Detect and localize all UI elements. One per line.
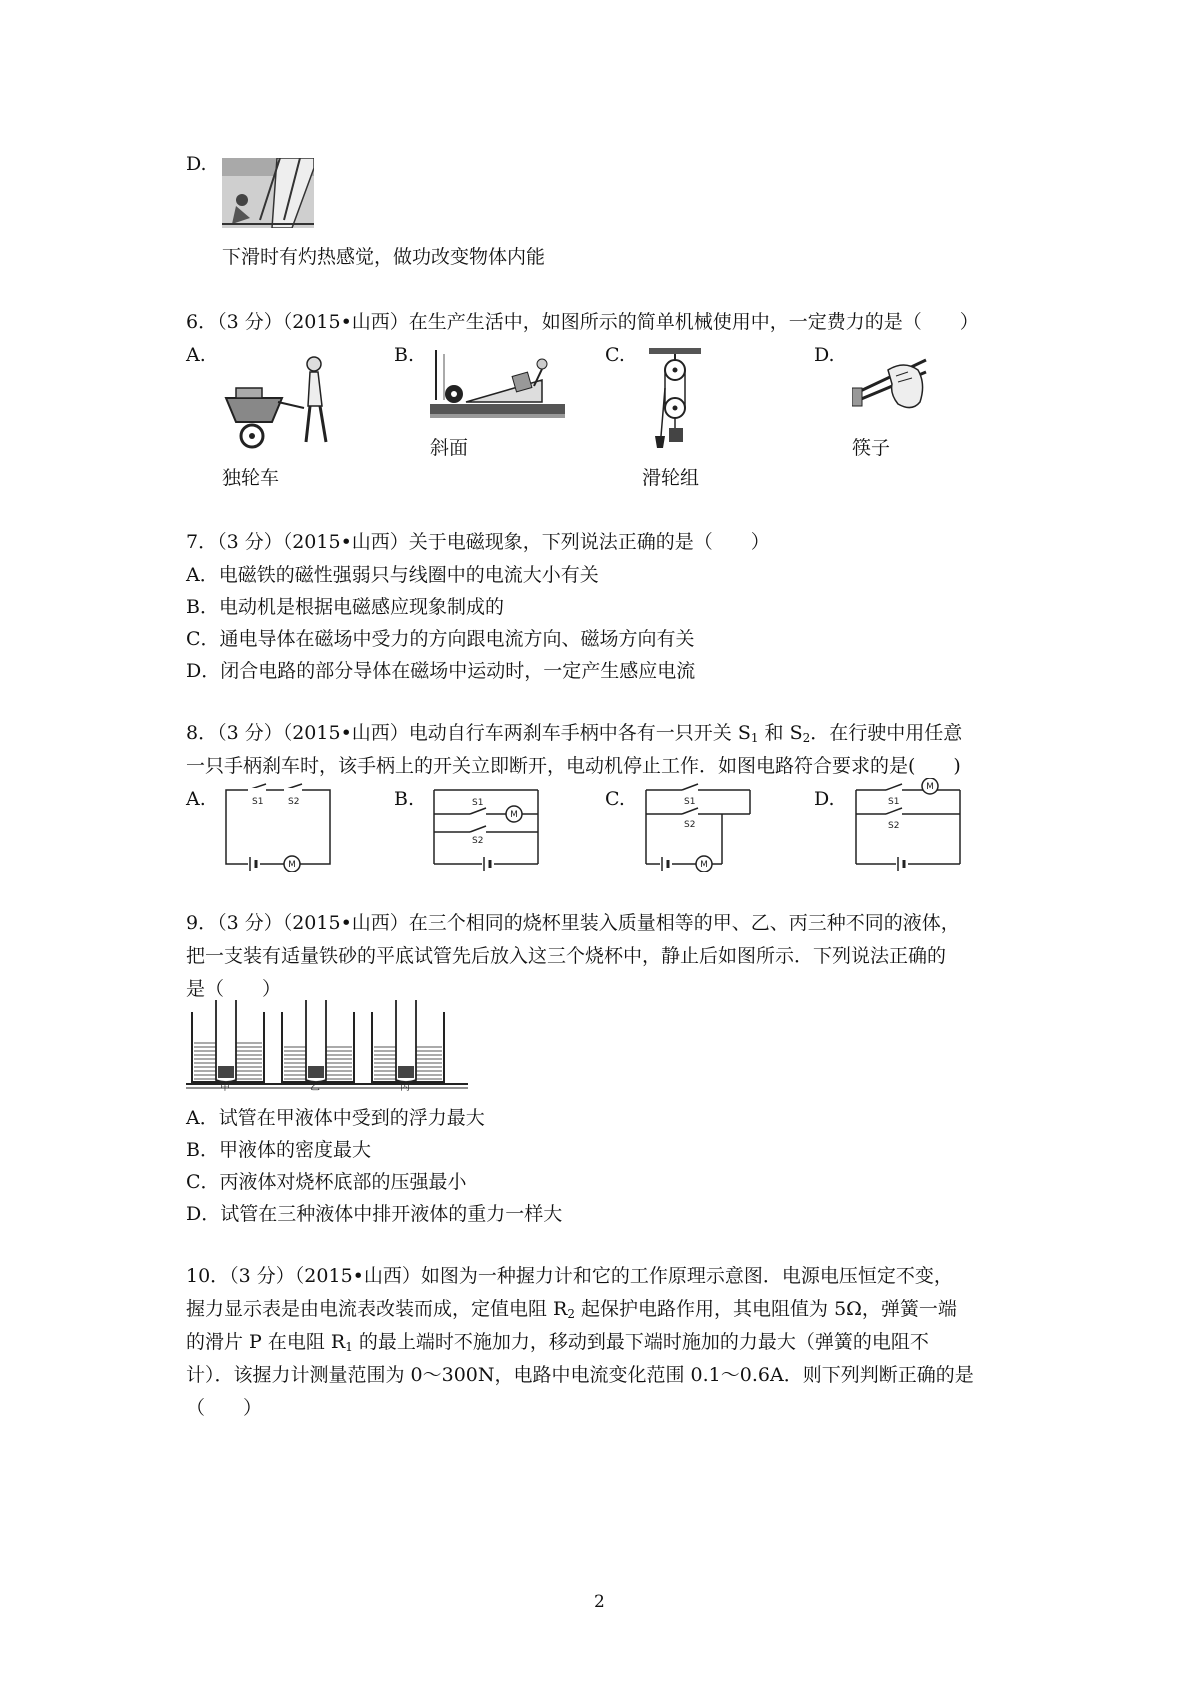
q9-option-c: C．丙液体对烧杯底部的压强最小 <box>186 1171 467 1193</box>
q10-stem-line5: （ ） <box>186 1397 263 1419</box>
q8-option-a-label: A. <box>186 788 206 810</box>
q6-option-b-label: B. <box>394 344 415 366</box>
incline-icon <box>430 350 565 420</box>
q9-stem-line2: 把一支装有适量铁砂的平底试管先后放入这三个烧杯中，静止后如图所示．下列说法正确的 <box>186 945 947 967</box>
beaker-label-yi: 乙 <box>310 1082 320 1092</box>
circuit-a-motor-label: M <box>288 860 296 870</box>
q9-option-a: A．试管在甲液体中受到的浮力最大 <box>186 1107 485 1129</box>
circuit-b-motor-label: M <box>510 810 518 820</box>
circuit-c-s2-label: S2 <box>684 820 696 830</box>
circuit-c-diagram <box>642 782 754 872</box>
circuit-b-s1-label: S1 <box>472 798 484 808</box>
pulley-icon <box>645 348 705 450</box>
q6-stem: 6．（3 分）（2015•山西）在生产生活中，如图所示的简单机械使用中，一定费力的是（ ） <box>186 311 979 333</box>
q6-option-a-label: A. <box>186 344 206 366</box>
circuit-b-s2-label: S2 <box>472 836 484 846</box>
beaker-label-bing: 丙 <box>400 1082 410 1092</box>
circuit-d-s1-label: S1 <box>888 797 900 807</box>
circuit-d-motor-label: M <box>926 782 934 792</box>
beaker-label-jia: 甲 <box>220 1082 230 1092</box>
q9-stem-line3: 是（ ） <box>186 978 282 1000</box>
q7-option-b: B．电动机是根据电磁感应现象制成的 <box>186 596 504 618</box>
q8-option-c-label: C. <box>605 788 625 810</box>
circuit-a-diagram <box>222 782 334 872</box>
q7-stem: 7．（3 分）（2015•山西）关于电磁现象，下列说法正确的是（ ） <box>186 531 770 553</box>
circuit-c-motor-label: M <box>700 860 708 870</box>
wheelbarrow-icon <box>222 350 334 450</box>
q9-option-b: B．甲液体的密度最大 <box>186 1139 371 1161</box>
circuit-d-diagram <box>852 778 964 872</box>
q5-option-d-label: D. <box>186 153 207 175</box>
page-number: 2 <box>594 1592 605 1612</box>
q8-option-d-label: D. <box>814 788 835 810</box>
q6-option-d-label: D. <box>814 344 835 366</box>
circuit-a-s2-label: S2 <box>288 797 300 807</box>
circuit-b-diagram <box>430 782 542 872</box>
circuit-d-s2-label: S2 <box>888 821 900 831</box>
q8-stem-line2: 一只手柄刹车时，该手柄上的开关立即断开，电动机停止工作．如图电路符合要求的是( ) <box>186 755 961 777</box>
chopsticks-icon <box>852 350 930 418</box>
q9-option-d: D．试管在三种液体中排开液体的重力一样大 <box>186 1203 563 1225</box>
q7-option-d: D．闭合电路的部分导体在磁场中运动时，一定产生感应电流 <box>186 660 696 682</box>
q5-option-d-caption: 下滑时有灼热感觉，做功改变物体内能 <box>222 246 546 268</box>
q7-option-a: A．电磁铁的磁性强弱只与线圈中的电流大小有关 <box>186 564 599 586</box>
q6-option-c-caption: 滑轮组 <box>642 467 700 489</box>
circuit-a-s1-label: S1 <box>252 797 264 807</box>
q6-option-c-label: C. <box>605 344 625 366</box>
q8-stem-line1: 8．（3 分）（2015•山西）电动自行车两刹车手柄中各有一只开关 $S_1$ 和 $S_2$．在行驶中用任意 <box>186 722 963 745</box>
q6-option-a-caption: 独轮车 <box>222 467 280 489</box>
q6-option-b-caption: 斜面 <box>430 437 469 459</box>
q10-stem-line4: 计）．该握力计测量范围为 0～300N，电路中电流变化范围 0.1～0.6A．则下列判断正确的是 <box>186 1364 974 1386</box>
q7-option-c: C．通电导体在磁场中受力的方向跟电流方向、磁场方向有关 <box>186 628 695 650</box>
q8-option-b-label: B. <box>394 788 415 810</box>
q6-option-d-caption: 筷子 <box>852 437 891 459</box>
q10-stem-line1: 10．（3 分）（2015•山西）如图为一种握力计和它的工作原理示意图．电源电压恒定不变， <box>186 1265 953 1287</box>
slide-image <box>222 158 314 228</box>
circuit-c-s1-label: S1 <box>684 797 696 807</box>
q10-stem-line2: 握力显示表是由电流表改装而成，定值电阻 $R_2$ 起保护电路作用，其电阻值为 5Ω，弹簧一端 <box>186 1298 957 1321</box>
beakers-diagram <box>186 1000 468 1092</box>
q10-stem-line3: 的滑片 P 在电阻 $R_1$ 的最上端时不施加力，移动到最下端时施加的力最大（弹簧的电阻不 <box>186 1331 929 1354</box>
q9-stem-line1: 9．（3 分）（2015•山西）在三个相同的烧杯里装入质量相等的甲、乙、丙三种不同的液体， <box>186 912 960 934</box>
